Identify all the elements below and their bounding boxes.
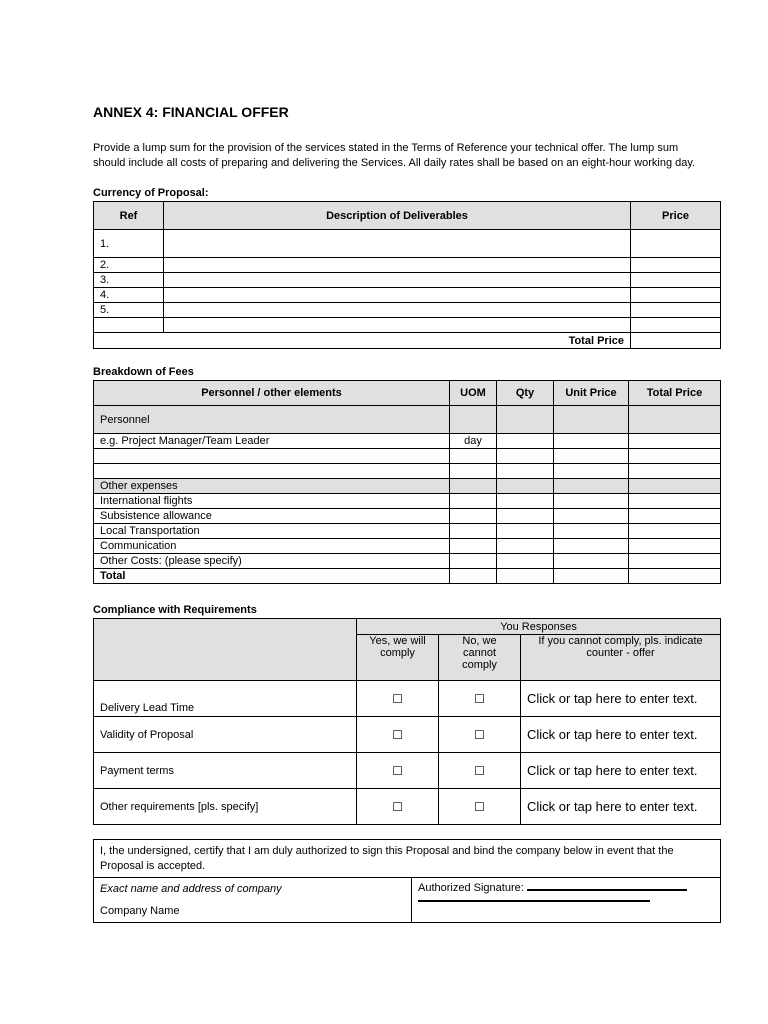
- currency-label: Currency of Proposal:: [93, 187, 209, 199]
- expense-label: Local Transportation: [94, 524, 450, 539]
- price-header: Price: [631, 202, 721, 230]
- fees-heading: Breakdown of Fees: [93, 366, 194, 378]
- no-checkbox[interactable]: ☐: [474, 763, 485, 778]
- deliverable-price-cell[interactable]: [631, 258, 721, 273]
- no-comply-header: No, we cannot comply: [439, 635, 521, 681]
- qty-cell[interactable]: [497, 539, 554, 554]
- total-price-header: Total Price: [629, 381, 721, 406]
- unit-price-cell[interactable]: [554, 494, 629, 509]
- pm-label: e.g. Project Manager/Team Leader: [94, 434, 450, 449]
- compliance-row: [94, 789, 721, 825]
- expense-row: [94, 524, 721, 539]
- qty-header: Qty: [497, 381, 554, 406]
- uom-cell[interactable]: [450, 539, 497, 554]
- expense-label: Other Costs: (please specify): [94, 554, 450, 569]
- uom-cell[interactable]: [450, 494, 497, 509]
- deliverable-description-cell[interactable]: [164, 318, 631, 333]
- expense-row: [94, 539, 721, 554]
- certification-table: [93, 839, 721, 923]
- uom-cell[interactable]: [450, 554, 497, 569]
- total-price-cell[interactable]: [629, 494, 721, 509]
- deliverable-description-cell[interactable]: [164, 288, 631, 303]
- expense-label: Subsistence allowance: [94, 509, 450, 524]
- requirement-label: Other requirements [pls. specify]: [94, 789, 357, 825]
- qty-cell[interactable]: [497, 494, 554, 509]
- unit-price-cell[interactable]: [554, 509, 629, 524]
- signature-label: Authorized Signature:: [418, 882, 524, 894]
- qty-cell[interactable]: [497, 509, 554, 524]
- deliverable-ref: [94, 318, 164, 333]
- qty-cell[interactable]: [497, 464, 554, 479]
- uom-header: UOM: [450, 381, 497, 406]
- deliverable-price-cell[interactable]: [631, 318, 721, 333]
- deliverable-ref: 5.: [94, 303, 164, 318]
- unit-price-cell[interactable]: [554, 464, 629, 479]
- ref-header: Ref: [94, 202, 164, 230]
- deliverable-price-cell[interactable]: [631, 303, 721, 318]
- other-expenses-label: Other expenses: [94, 479, 450, 494]
- uom-cell[interactable]: [450, 509, 497, 524]
- yes-checkbox[interactable]: ☐: [392, 727, 403, 742]
- intro-paragraph: Provide a lump sum for the provision of the services stated in the Terms of Reference your technical offer. The lump sum should include all costs of preparing and delivering the Services. All daily rates shall be based on an eight-hour working day.: [93, 142, 696, 169]
- expense-label: International flights: [94, 494, 450, 509]
- uom-cell[interactable]: [450, 524, 497, 539]
- deliverable-description-cell[interactable]: [164, 303, 631, 318]
- counter-offer-field[interactable]: Click or tap here to enter text.: [521, 789, 721, 825]
- unit-price-cell[interactable]: [554, 434, 629, 449]
- element-cell[interactable]: [94, 464, 450, 479]
- deliverable-ref: 1.: [94, 230, 164, 258]
- unit-price-cell[interactable]: [554, 449, 629, 464]
- total-price-cell[interactable]: [629, 434, 721, 449]
- qty-cell[interactable]: [497, 554, 554, 569]
- counter-offer-field[interactable]: Click or tap here to enter text.: [521, 717, 721, 753]
- yes-checkbox[interactable]: ☐: [392, 691, 403, 706]
- certification-statement: I, the undersigned, certify that I am duly authorized to sign this Proposal and bind the company below in event that the Proposal is accepted.: [94, 840, 721, 878]
- no-checkbox[interactable]: ☐: [474, 691, 485, 706]
- fees-total-label: Total: [94, 569, 450, 584]
- qty-cell[interactable]: [497, 434, 554, 449]
- unit-price-cell[interactable]: [554, 539, 629, 554]
- compliance-heading: Compliance with Requirements: [93, 604, 257, 616]
- unit-price-header: Unit Price: [554, 381, 629, 406]
- total-price-cell[interactable]: [631, 333, 721, 349]
- deliverable-description-cell[interactable]: [164, 258, 631, 273]
- expense-label: Communication: [94, 539, 450, 554]
- no-checkbox[interactable]: ☐: [474, 727, 485, 742]
- deliverable-price-cell[interactable]: [631, 273, 721, 288]
- uom-cell[interactable]: [450, 449, 497, 464]
- deliverable-row: [94, 230, 721, 258]
- total-price-cell[interactable]: [629, 539, 721, 554]
- element-header: Personnel / other elements: [94, 381, 450, 406]
- deliverable-row: [94, 273, 721, 288]
- counter-offer-header: If you cannot comply, pls. indicate counter - offer: [521, 635, 721, 681]
- pm-uom: day: [450, 434, 497, 449]
- total-price-cell[interactable]: [629, 554, 721, 569]
- page-title: ANNEX 4: FINANCIAL OFFER: [93, 104, 289, 120]
- deliverable-row: [94, 303, 721, 318]
- counter-offer-field[interactable]: Click or tap here to enter text.: [521, 753, 721, 789]
- total-price-cell[interactable]: [629, 509, 721, 524]
- signature-line[interactable]: [527, 889, 687, 891]
- requirement-label: Delivery Lead Time: [94, 681, 357, 717]
- responses-group-header: You Responses: [357, 619, 721, 635]
- yes-checkbox[interactable]: ☐: [392, 799, 403, 814]
- company-name-label: Company Name: [100, 905, 180, 917]
- total-price-cell[interactable]: [629, 449, 721, 464]
- compliance-row: [94, 717, 721, 753]
- deliverable-price-cell[interactable]: [631, 288, 721, 303]
- deliverable-row: [94, 258, 721, 273]
- deliverable-row: [94, 288, 721, 303]
- counter-offer-field[interactable]: Click or tap here to enter text.: [521, 681, 721, 717]
- expense-row: [94, 509, 721, 524]
- compliance-table: [93, 618, 721, 825]
- unit-price-cell[interactable]: [554, 554, 629, 569]
- company-address-label: Exact name and address of company: [100, 883, 282, 895]
- deliverable-description-cell[interactable]: [164, 230, 631, 258]
- total-price-cell[interactable]: [629, 464, 721, 479]
- deliverable-ref: 2.: [94, 258, 164, 273]
- expense-row: [94, 494, 721, 509]
- signature-cell[interactable]: [412, 878, 721, 923]
- fees-table: [93, 380, 721, 584]
- yes-comply-header: Yes, we will comply: [357, 635, 439, 681]
- unit-price-cell[interactable]: [554, 524, 629, 539]
- compliance-row: [94, 681, 721, 717]
- description-header: Description of Deliverables: [164, 202, 631, 230]
- no-checkbox[interactable]: ☐: [474, 799, 485, 814]
- qty-cell[interactable]: [497, 524, 554, 539]
- element-cell[interactable]: [94, 449, 450, 464]
- requirement-label: Payment terms: [94, 753, 357, 789]
- compliance-row: [94, 753, 721, 789]
- signature-line-2: [418, 900, 650, 902]
- yes-checkbox[interactable]: ☐: [392, 763, 403, 778]
- qty-cell[interactable]: [497, 449, 554, 464]
- deliverables-table: [93, 201, 721, 349]
- deliverable-row: [94, 318, 721, 333]
- requirement-label: Validity of Proposal: [94, 717, 357, 753]
- deliverable-ref: 3.: [94, 273, 164, 288]
- deliverable-ref: 4.: [94, 288, 164, 303]
- deliverable-price-cell[interactable]: [631, 230, 721, 258]
- fees-total-cell[interactable]: [629, 569, 721, 584]
- uom-cell[interactable]: [450, 464, 497, 479]
- personnel-label: Personnel: [94, 406, 450, 434]
- expense-row: [94, 554, 721, 569]
- total-price-cell[interactable]: [629, 524, 721, 539]
- total-price-label: Total Price: [94, 333, 631, 349]
- deliverable-description-cell[interactable]: [164, 273, 631, 288]
